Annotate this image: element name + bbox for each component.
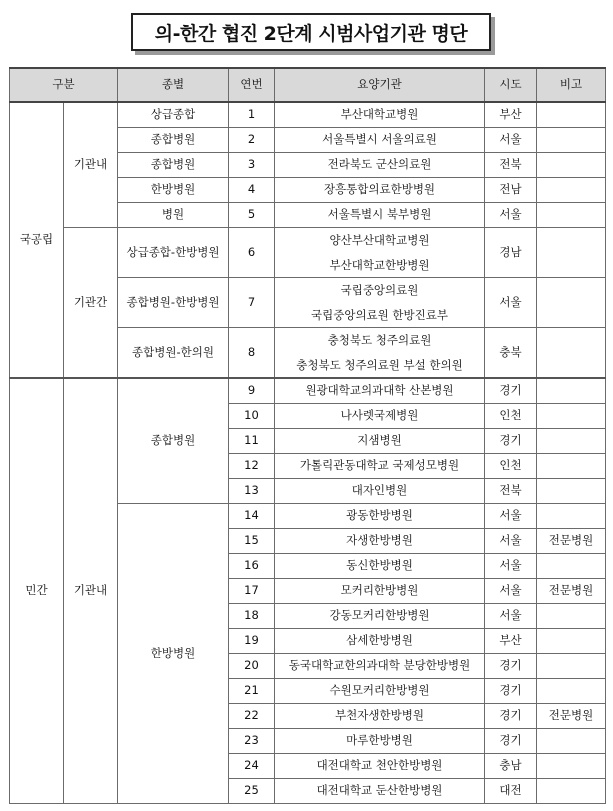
institution-cell <box>275 328 485 379</box>
institution-cell: 대전대학교 천안한방병원 <box>275 754 485 779</box>
table-row <box>10 102 606 128</box>
region-cell: 인천 <box>485 404 537 429</box>
institution-cell: 대자인병원 <box>275 479 485 504</box>
institution-line: 국립중앙의료원 한방진료부 <box>311 308 448 322</box>
note-cell <box>537 679 606 704</box>
region-cell: 서울 <box>485 128 537 153</box>
no-cell: 18 <box>229 604 275 629</box>
region-cell: 서울 <box>485 278 537 328</box>
note-cell <box>537 102 606 128</box>
note-cell <box>537 203 606 228</box>
note-cell <box>537 479 606 504</box>
header-institution: 요양기관 <box>275 68 485 102</box>
note-cell <box>537 654 606 679</box>
institution-cell: 수원모커리한방병원 <box>275 679 485 704</box>
institution-cell: 원광대학교의과대학 산본병원 <box>275 378 485 404</box>
institution-cell: 서울특별시 서울의료원 <box>275 128 485 153</box>
institution-line: 국립중앙의료원 <box>340 283 419 297</box>
no-cell: 3 <box>229 153 275 178</box>
note-cell: 전문병원 <box>537 579 606 604</box>
region-cell: 전북 <box>485 153 537 178</box>
table-header-row <box>10 68 606 102</box>
group-private: 민간 <box>10 378 64 804</box>
region-cell: 경기 <box>485 378 537 404</box>
region-cell: 경남 <box>485 228 537 278</box>
type-cell: 종합병원 <box>118 378 229 504</box>
region-cell: 충북 <box>485 328 537 379</box>
note-cell <box>537 504 606 529</box>
note-cell <box>537 178 606 203</box>
note-cell <box>537 378 606 404</box>
institution-cell: 자생한방병원 <box>275 529 485 554</box>
institution-cell: 서울특별시 북부병원 <box>275 203 485 228</box>
type-cell: 종합병원-한방병원 <box>118 278 229 328</box>
no-cell: 9 <box>229 378 275 404</box>
subgroup-public-intra: 기관내 <box>64 102 118 228</box>
region-cell: 서울 <box>485 529 537 554</box>
no-cell: 15 <box>229 529 275 554</box>
institution-cell: 동국대학교한의과대학 분당한방병원 <box>275 654 485 679</box>
group-public: 국공립 <box>10 102 64 378</box>
institution-table <box>9 67 606 804</box>
no-cell: 12 <box>229 454 275 479</box>
region-cell: 대전 <box>485 779 537 804</box>
institution-cell: 광동한방병원 <box>275 504 485 529</box>
note-cell: 전문병원 <box>537 704 606 729</box>
region-cell: 충남 <box>485 754 537 779</box>
institution-cell: 장흥통합의료한방병원 <box>275 178 485 203</box>
no-cell: 11 <box>229 429 275 454</box>
no-cell: 8 <box>229 328 275 379</box>
header-type: 종별 <box>118 68 229 102</box>
institution-cell: 부산대학교병원 <box>275 102 485 128</box>
no-cell: 10 <box>229 404 275 429</box>
no-cell: 13 <box>229 479 275 504</box>
no-cell: 24 <box>229 754 275 779</box>
institution-cell: 동신한방병원 <box>275 554 485 579</box>
region-cell: 인천 <box>485 454 537 479</box>
region-cell: 전북 <box>485 479 537 504</box>
no-cell: 7 <box>229 278 275 328</box>
type-cell: 병원 <box>118 203 229 228</box>
type-cell: 종합병원 <box>118 153 229 178</box>
region-cell: 서울 <box>485 554 537 579</box>
institution-cell <box>275 228 485 278</box>
no-cell: 22 <box>229 704 275 729</box>
no-cell: 19 <box>229 629 275 654</box>
institution-cell: 모커리한방병원 <box>275 579 485 604</box>
subgroup-private-intra: 기관내 <box>64 378 118 804</box>
note-cell <box>537 554 606 579</box>
note-cell <box>537 754 606 779</box>
institution-line: 양산부산대학교병원 <box>329 233 430 247</box>
type-cell: 종합병원 <box>118 128 229 153</box>
type-cell: 상급종합 <box>118 102 229 128</box>
no-cell: 23 <box>229 729 275 754</box>
no-cell: 2 <box>229 128 275 153</box>
region-cell: 경기 <box>485 429 537 454</box>
institution-cell: 대전대학교 둔산한방병원 <box>275 779 485 804</box>
region-cell: 경기 <box>485 654 537 679</box>
type-cell: 상급종합-한방병원 <box>118 228 229 278</box>
no-cell: 5 <box>229 203 275 228</box>
no-cell: 16 <box>229 554 275 579</box>
institution-line: 충청북도 청주의료원 <box>327 333 432 347</box>
institution-cell: 가톨릭관동대학교 국제성모병원 <box>275 454 485 479</box>
region-cell: 부산 <box>485 629 537 654</box>
subgroup-public-inter: 기관간 <box>64 228 118 379</box>
no-cell: 4 <box>229 178 275 203</box>
type-cell: 한방병원 <box>118 504 229 804</box>
institution-cell: 지샘병원 <box>275 429 485 454</box>
note-cell <box>537 404 606 429</box>
institution-cell: 전라북도 군산의료원 <box>275 153 485 178</box>
type-cell: 한방병원 <box>118 178 229 203</box>
region-cell: 서울 <box>485 203 537 228</box>
no-cell: 6 <box>229 228 275 278</box>
no-cell: 17 <box>229 579 275 604</box>
note-cell <box>537 454 606 479</box>
institution-cell: 부천자생한방병원 <box>275 704 485 729</box>
institution-line: 부산대학교한방병원 <box>329 258 430 272</box>
region-cell: 부산 <box>485 102 537 128</box>
region-cell: 서울 <box>485 504 537 529</box>
note-cell <box>537 128 606 153</box>
note-cell <box>537 153 606 178</box>
note-cell <box>537 604 606 629</box>
region-cell: 서울 <box>485 604 537 629</box>
no-cell: 1 <box>229 102 275 128</box>
region-cell: 전남 <box>485 178 537 203</box>
no-cell: 21 <box>229 679 275 704</box>
region-cell: 서울 <box>485 579 537 604</box>
institution-line: 충청북도 청주의료원 부설 한의원 <box>296 358 463 372</box>
header-category: 구분 <box>10 68 118 102</box>
institution-cell: 삼세한방병원 <box>275 629 485 654</box>
note-cell <box>537 429 606 454</box>
region-cell: 경기 <box>485 704 537 729</box>
type-cell: 종합병원-한의원 <box>118 328 229 379</box>
note-cell <box>537 729 606 754</box>
header-region: 시도 <box>485 68 537 102</box>
header-note: 비고 <box>537 68 606 102</box>
institution-cell: 강동모커리한방병원 <box>275 604 485 629</box>
note-cell <box>537 228 606 278</box>
institution-cell <box>275 278 485 328</box>
institution-cell: 나사렛국제병원 <box>275 404 485 429</box>
page-title: 의-한간 협진 2단계 시범사업기관 명단 <box>131 13 491 51</box>
table-row <box>10 378 606 404</box>
no-cell: 14 <box>229 504 275 529</box>
no-cell: 25 <box>229 779 275 804</box>
note-cell <box>537 278 606 328</box>
institution-cell: 마루한방병원 <box>275 729 485 754</box>
region-cell: 경기 <box>485 679 537 704</box>
note-cell <box>537 629 606 654</box>
header-no: 연번 <box>229 68 275 102</box>
note-cell <box>537 779 606 804</box>
note-cell: 전문병원 <box>537 529 606 554</box>
no-cell: 20 <box>229 654 275 679</box>
note-cell <box>537 328 606 379</box>
region-cell: 경기 <box>485 729 537 754</box>
